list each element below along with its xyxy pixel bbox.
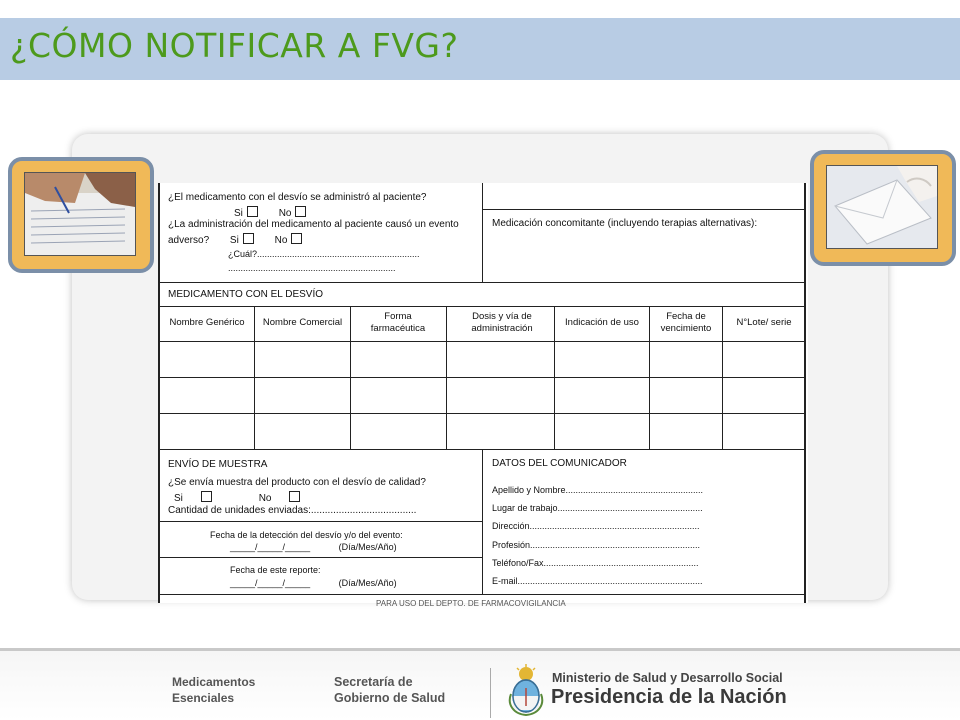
telefono-field[interactable]: Teléfono/Fax.............................................................. — [492, 558, 699, 568]
footer-band — [0, 651, 960, 720]
presidency-name: Presidencia de la Nación — [551, 686, 787, 708]
concomitante-top-line — [482, 209, 806, 210]
form-left-border — [158, 183, 160, 603]
argentina-crest-icon — [507, 664, 545, 716]
table-row-line — [158, 377, 806, 378]
writing-hands-image — [24, 172, 136, 256]
date-format: (Día/Mes/Año) — [338, 542, 397, 552]
footer-org1-line2: Esenciales — [172, 691, 235, 705]
writing-hands-photo — [8, 157, 154, 273]
direccion-field[interactable]: Dirección.................................................................... — [492, 521, 700, 531]
question-adverse: ¿La administración del medicamento al paciente causó un evento — [168, 219, 459, 230]
si-checkbox[interactable] — [243, 233, 254, 244]
cual-dots: ................................................................... — [228, 263, 396, 273]
page-title: ¿CÓMO NOTIFICAR A FVG? — [10, 26, 459, 65]
col-dosis-via: Dosis y vía de administración — [471, 311, 533, 334]
no-label: No — [258, 493, 272, 504]
notification-form — [158, 183, 808, 608]
col-nombre-comercial: Nombre Comercial — [262, 317, 343, 328]
profesion-field[interactable]: Profesión.................................................................... — [492, 540, 701, 550]
top-divider — [482, 183, 483, 283]
col-lote-serie: N°Lote/ serie — [736, 317, 792, 328]
footer-org1-line1: Medicamentos — [172, 675, 256, 689]
form-bottom-line — [158, 594, 806, 595]
cual-field[interactable]: ¿Cuál?................................................................. — [228, 249, 420, 259]
cantidad-field[interactable]: Cantidad de unidades enviadas:...................................... — [168, 505, 417, 516]
envio-question: ¿Se envía muestra del producto con el desvío de calidad? — [168, 477, 426, 488]
fecha-top-line — [158, 521, 483, 522]
fecha-reporte-field[interactable] — [230, 577, 397, 589]
envelope-photo — [810, 150, 956, 266]
no-label: No — [274, 235, 288, 246]
col-fecha-vencimiento: Fecha de vencimiento — [660, 311, 712, 334]
date-blanks: _____/_____/_____ — [230, 542, 311, 552]
footer-medicamentos — [172, 674, 255, 706]
fecha-deteccion-field[interactable] — [230, 541, 397, 553]
title-bar — [0, 18, 960, 80]
date-blanks: _____/_____/_____ — [230, 578, 311, 588]
si-label: Si — [234, 208, 243, 219]
col-forma-farmaceutica: Forma farmacéutica — [370, 311, 426, 334]
no-checkbox[interactable] — [291, 233, 302, 244]
section-med-header: MEDICAMENTO CON EL DESVÍO — [168, 289, 324, 300]
no-checkbox[interactable] — [295, 206, 306, 217]
table-top-line — [158, 306, 806, 307]
fecha-mid-line — [158, 557, 483, 558]
form-right-border — [804, 183, 806, 603]
no-checkbox[interactable] — [289, 491, 300, 502]
concomitante-label: Medicación concomitante (incluyendo terapias alternativas): — [492, 218, 758, 229]
apellido-field[interactable]: Apellido y Nombre....................................................... — [492, 485, 704, 495]
table-col-line — [350, 306, 351, 449]
footer-separator — [490, 668, 491, 718]
si-checkbox[interactable] — [247, 206, 258, 217]
ministry-name: Ministerio de Salud y Desarrollo Social — [552, 671, 783, 685]
bottom-divider — [482, 449, 483, 595]
adverse-word: adverso? — [168, 235, 210, 246]
envio-header: ENVÍO DE MUESTRA — [168, 459, 268, 470]
table-row-line — [158, 413, 806, 414]
footer-org2-line2: Gobierno de Salud — [334, 691, 446, 705]
question-administered: ¿El medicamento con el desvío se administró al paciente? — [168, 192, 427, 203]
table-col-line — [446, 306, 447, 449]
col-nombre-generico: Nombre Genérico — [169, 317, 245, 328]
fecha-deteccion-label: Fecha de la detección del desvío y/o del evento: — [210, 530, 403, 540]
si-label: Si — [229, 235, 239, 246]
footer-secretaria — [334, 674, 445, 706]
table-col-line — [649, 306, 650, 449]
envio-options — [174, 491, 300, 505]
si-label: Si — [174, 493, 183, 504]
col-indicacion: Indicación de uso — [565, 317, 639, 328]
cut-off-text: PARA USO DEL DEPTO. DE FARMACOVIGILANCIA — [376, 599, 566, 608]
fecha-reporte-label: Fecha de este reporte: — [230, 565, 321, 575]
adverse-options — [168, 233, 302, 247]
table-header-line — [158, 341, 806, 342]
si-checkbox[interactable] — [201, 491, 212, 502]
administered-options — [234, 206, 306, 220]
footer-org2-line1: Secretaría de — [334, 675, 413, 689]
email-field[interactable]: E-mail.......................................................................... — [492, 576, 703, 586]
date-format: (Día/Mes/Año) — [338, 578, 397, 588]
lugar-field[interactable]: Lugar de trabajo.......................................................... — [492, 503, 703, 513]
envelope-image — [826, 165, 938, 249]
no-label: No — [278, 208, 292, 219]
section-line — [158, 282, 806, 283]
datos-header: DATOS DEL COMUNICADOR — [492, 458, 627, 469]
